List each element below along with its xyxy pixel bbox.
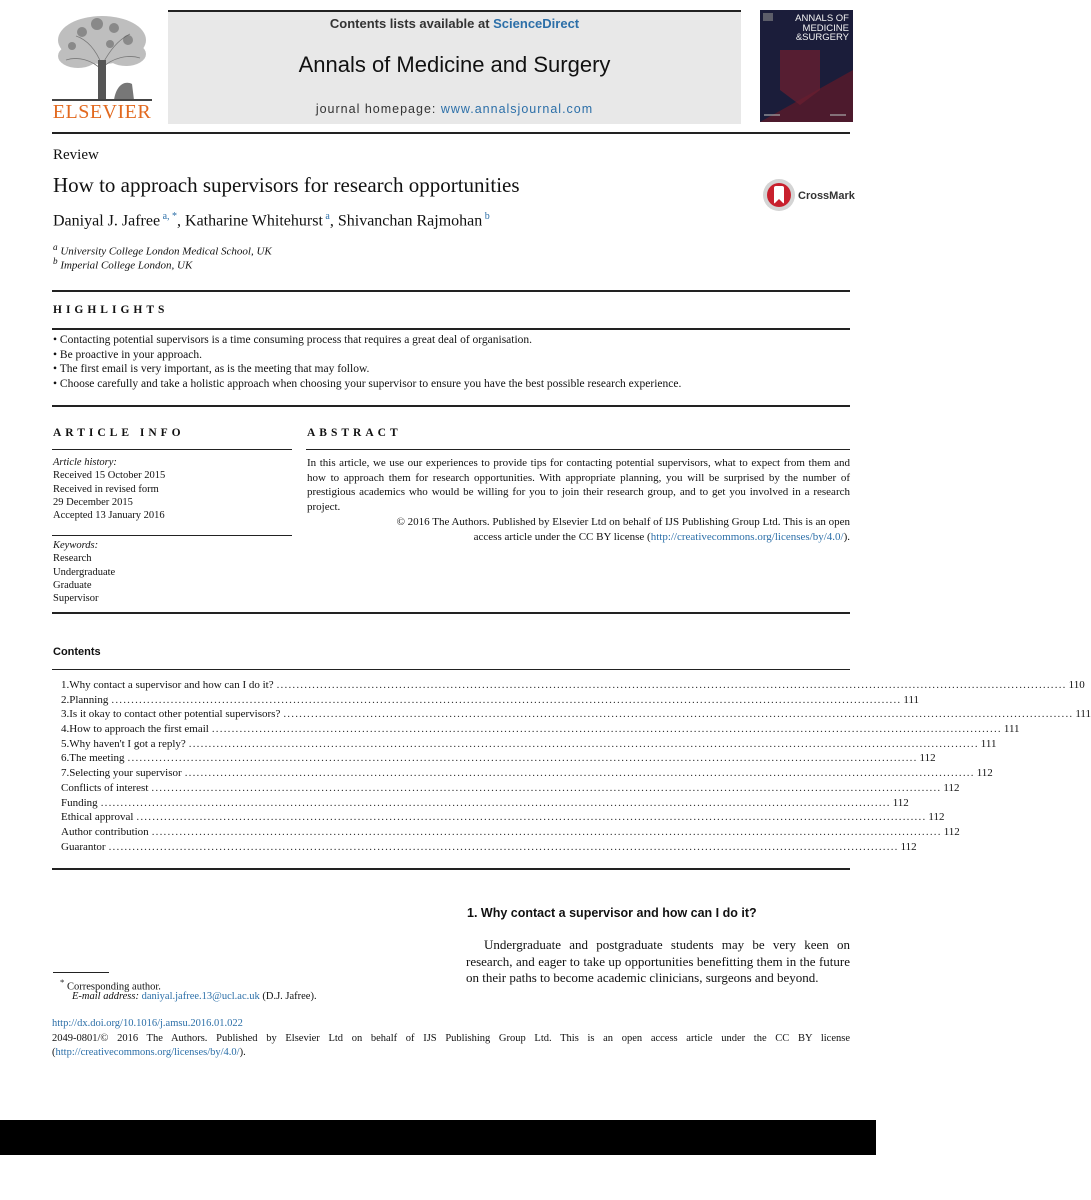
contents-heading: Contents (53, 646, 101, 658)
toc-number (53, 825, 61, 840)
history-entry: 29 December 2015 (53, 496, 133, 508)
toc-number (53, 840, 61, 855)
divider (52, 669, 850, 670)
toc-title[interactable]: Why haven't I got a reply? (69, 737, 186, 750)
toc-leader-dots: ........................................................................................................................................................................................................ (188, 737, 979, 750)
toc-number: 1. (61, 679, 70, 691)
divider (52, 612, 850, 614)
divider (52, 535, 292, 536)
abstract-text: In this article, we use our experiences to provide tips for contacting potential supervisors, what to expect from them and how to approach them for research opportunities. With appropriate planning, you will be surprised by the number of prestigious academics who would be willing for you to join their research group, and to get you involved in a research project. (307, 457, 850, 513)
toc-page-number: 112 (943, 825, 960, 838)
toc-title[interactable]: How to approach the first email (69, 723, 209, 736)
cover-title: ANNALS OF MEDICINE &SURGERY (795, 13, 849, 43)
toc-leader-dots: ........................................................................................................................................................................................................ (211, 723, 1002, 736)
toc-number (53, 781, 61, 796)
keywords-label: Keywords: (53, 540, 99, 551)
email-note: E-mail address: daniyal.jafree.13@ucl.ac.uk (D.J. Jafree). (72, 991, 317, 1002)
toc-number (53, 810, 61, 825)
toc-leader-dots: ........................................................................................................................................................................................................ (283, 708, 1074, 721)
author-name[interactable]: Daniyal J. Jafree (53, 212, 161, 230)
email-link[interactable]: daniyal.jafree.13@ucl.ac.uk (141, 991, 260, 1002)
header-divider (52, 132, 850, 134)
toc-title[interactable]: Ethical approval (61, 811, 134, 824)
toc-leader-dots: ........................................................................................................................................................................................................ (151, 781, 942, 794)
toc-leader-dots: ........................................................................................................................................................................................................ (136, 811, 927, 824)
toc-title[interactable]: Selecting your supervisor (69, 767, 182, 780)
toc-page-number: 111 (1075, 708, 1091, 721)
doi-link[interactable]: http://dx.doi.org/10.1016/j.amsu.2016.01.022 (52, 1018, 243, 1029)
keyword: Supervisor (53, 593, 99, 605)
toc-entry[interactable] (53, 796, 909, 811)
toc-leader-dots: ........................................................................................................................................................................................................ (151, 825, 942, 838)
toc-number: 6. (61, 752, 70, 765)
divider (52, 290, 850, 292)
toc-entry[interactable] (53, 751, 936, 766)
article-type: Review (53, 147, 99, 163)
abstract-heading: ABSTRACT (307, 427, 402, 439)
toc-title[interactable]: Author contribution (61, 825, 149, 838)
toc-entry[interactable] (53, 840, 917, 855)
author-affiliation-mark[interactable]: b (482, 211, 490, 222)
toc-number: 4. (61, 723, 70, 736)
toc-entry[interactable] (53, 810, 945, 825)
toc-page-number: 111 (980, 737, 997, 750)
toc-entry[interactable] (53, 722, 1020, 737)
toc-entry[interactable] (53, 825, 960, 840)
toc-page-number: 112 (943, 781, 960, 794)
toc-entry[interactable] (53, 766, 993, 781)
keyword: Undergraduate (53, 566, 116, 578)
highlight-item: • Be proactive in your approach. (53, 348, 203, 361)
keyword: Research (53, 553, 92, 565)
divider (52, 449, 292, 450)
issn-copyright: 2049-0801/© 2016 The Authors. Published by Elsevier Ltd on behalf of IJS Publishing Group Ltd. This is an open access article under the CC BY license (http://creativecommons.org/licenses/by/4.0/). (52, 1033, 850, 1058)
toc-number: 2. (61, 693, 70, 706)
affiliation: $^b$ Imperial College London, UK (53, 256, 193, 272)
divider (306, 449, 850, 450)
toc-title[interactable]: Planning (69, 693, 109, 706)
history-label: Article history: (53, 457, 117, 468)
toc-page-number: 111 (1003, 723, 1020, 736)
highlight-item: • The first email is very important, as is the meeting that may follow. (53, 363, 370, 375)
contents-lists-line: Contents lists available at ScienceDirect (329, 16, 580, 31)
article-title: How to approach supervisors for research opportunities (53, 173, 520, 197)
divider (52, 868, 850, 870)
crossmark-label[interactable]: CrossMark (798, 190, 855, 202)
toc-page-number: 112 (900, 840, 917, 853)
crossmark-icon[interactable] (762, 178, 796, 212)
toc-page-number: 112 (928, 811, 945, 824)
toc-entry[interactable] (53, 737, 997, 752)
history-entry: Received 15 October 2015 (53, 470, 166, 482)
toc-page-number: 112 (919, 752, 936, 765)
toc-leader-dots: ........................................................................................................................................................................................................ (127, 752, 918, 765)
highlight-item: • Contacting potential supervisors is a time consuming process that requires a great deal of organisation. (53, 334, 533, 346)
bottom-black-bar (0, 1120, 876, 1155)
toc-page-number: 112 (892, 796, 909, 809)
toc-number (53, 796, 61, 811)
highlights-heading: HIGHLIGHTS (53, 304, 169, 316)
history-entry: Accepted 13 January 2016 (53, 510, 165, 522)
cc-license-link[interactable]: http://creativecommons.org/licenses/by/4.0/ (55, 1047, 240, 1058)
section-heading: 1. Why contact a supervisor and how can I do it? (467, 906, 757, 920)
toc-number: 5. (61, 737, 70, 750)
toc-title[interactable]: The meeting (69, 752, 125, 765)
toc-entry[interactable] (53, 707, 1091, 722)
toc-leader-dots: ........................................................................................................................................................................................................ (108, 840, 899, 853)
toc-page-number: 110 (1068, 679, 1085, 691)
toc-title[interactable]: Conflicts of interest (61, 781, 149, 794)
journal-homepage-link[interactable]: www.annalsjournal.com (440, 102, 594, 116)
corresponding-author-note: * Corresponding author. (60, 977, 161, 993)
toc-leader-dots: ........................................................................................................................................................................................................ (111, 693, 902, 706)
keywords (53, 539, 115, 605)
journal-cover-thumbnail (760, 10, 853, 122)
highlight-item: • Choose carefully and take a holistic approach when choosing your supervisor to ensure you have the best possible research experience. (53, 377, 682, 390)
journal-title: Annals of Medicine and Surgery (298, 52, 611, 77)
author-list: Daniyal J. Jafree $^{a, *}$, Katharine Whitehurst $^a$, Shivanchan Rajmohan $^b$ (53, 211, 490, 230)
section-body: Undergraduate and postgraduate students may be very keen on research, and eager to take up opportunities benefitting them in the future on their paths to become academic clinicians, surgeons and beyond. (466, 937, 850, 985)
affiliation: $^a$ University College London Medical School, UK (53, 242, 272, 258)
article-history (53, 456, 165, 522)
toc-leader-dots: ........................................................................................................................................................................................................ (184, 767, 975, 780)
toc-title[interactable]: Funding (61, 796, 98, 809)
toc-leader-dots: ........................................................................................................................................................................................................ (100, 796, 891, 809)
abstract-copyright: © 2016 The Authors. Published by Elsevier Ltd on behalf of IJS Publishing Group Ltd. This is an open access article under the CC BY license (http://creativecommons.org/licenses/by/4.0/). (396, 516, 850, 543)
cc-license-link[interactable]: http://creativecommons.org/licenses/by/4.0/ (650, 530, 844, 543)
author-name[interactable]: Katharine Whitehurst (185, 212, 323, 230)
toc-entry[interactable] (53, 678, 1085, 693)
publisher-name: ELSEVIER (52, 101, 152, 123)
toc-title[interactable]: Guarantor (61, 840, 106, 853)
history-entry: Received in revised form (53, 483, 159, 495)
table-of-contents (53, 678, 1091, 854)
divider (52, 328, 850, 330)
toc-page-number: 112 (976, 767, 993, 780)
highlights-list (53, 333, 681, 391)
toc-title[interactable]: Is it okay to contact other potential supervisors? (69, 708, 281, 721)
article-info-heading: ARTICLE INFO (53, 427, 185, 439)
journal-homepage-line: journal homepage: www.annalsjournal.com (315, 102, 594, 116)
toc-leader-dots: ........................................................................................................................................................................................................ (276, 679, 1067, 691)
toc-entry[interactable] (53, 781, 960, 796)
toc-number: 3. (61, 708, 70, 721)
footnote-divider (53, 972, 109, 973)
sciencedirect-link[interactable]: ScienceDirect (493, 16, 580, 31)
toc-entry[interactable] (53, 693, 920, 708)
toc-number: 7. (61, 767, 70, 780)
keyword: Graduate (53, 579, 92, 591)
author-affiliation-mark[interactable]: a (322, 211, 330, 222)
toc-page-number: 111 (903, 693, 920, 706)
divider (52, 405, 850, 407)
author-affiliation-mark[interactable]: a, * (160, 211, 178, 222)
author-name[interactable]: Shivanchan Rajmohan (337, 212, 483, 230)
toc-title[interactable]: Why contact a supervisor and how can I do it? (69, 679, 274, 691)
